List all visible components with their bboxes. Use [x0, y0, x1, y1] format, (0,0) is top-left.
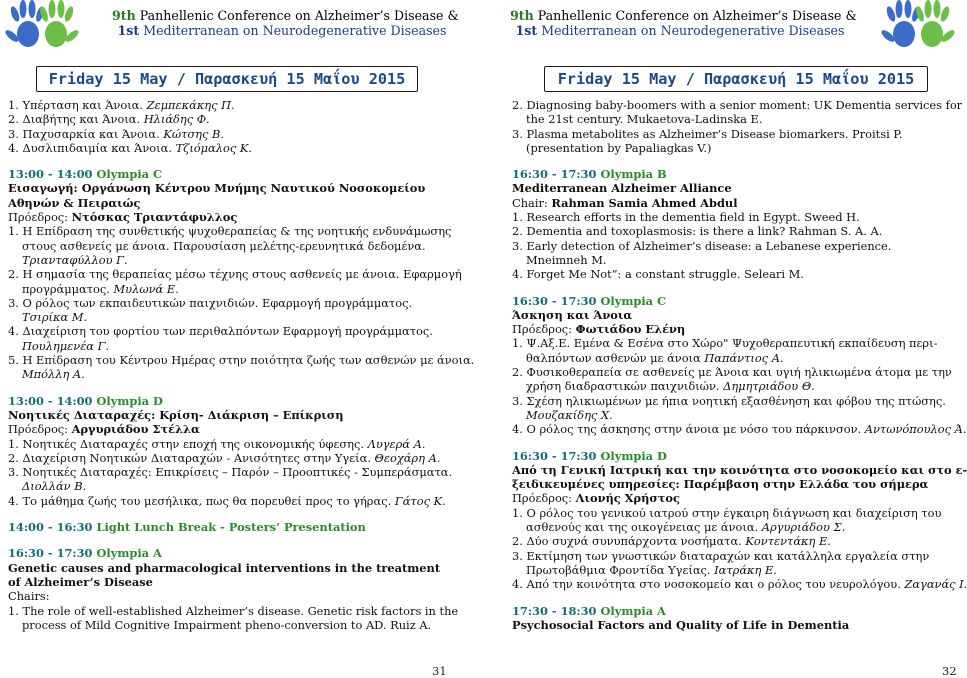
date-banner: Friday 15 May / Παρασκευή 15 Μαΐου 2015 [544, 66, 928, 92]
handprint-logo [6, 0, 78, 58]
list-item: 2. Διαχείριση Νοητικών Διαταραχών - Ανισότητες στην Υγεία. Θεοχάρη Α. [8, 450, 441, 465]
list-item: Πρωτοβάθμια Φροντίδα Υγείας. Ιατράκη Ε. [526, 562, 777, 577]
lunch-break: 14:00 - 16:30 Light Lunch Break - Posters’ Presentation [8, 520, 366, 535]
list-item: 2. Η σημασία της θεραπείας μέσω τέχνης στους ασθενείς με άνοια. Εφαρμογή [8, 267, 462, 282]
list-item: προγράμματος. Μυλωνά Ε. [22, 281, 179, 296]
list-item: χρήση διαδραστικών παιχνιδιών. Δημητριάδου Θ. [526, 379, 815, 394]
handprint-logo [882, 0, 954, 58]
list-item-author: Πουλημενέα Γ. [22, 338, 110, 353]
conf-line1: Panhellenic Conference on Alzheimer’s Disease & [533, 8, 857, 23]
list-item: 3. Νοητικές Διαταραχές: Επικρίσεις – Παρόν – Προοπτικές - Συμπεράσματα. [8, 465, 453, 480]
list-item: 1. The role of well-established Alzheimer’s disease. Genetic risk factors in the [8, 603, 459, 618]
list-item: 1. Research efforts in the dementia field in Egypt. Sweed H. [512, 210, 860, 225]
session-time: 13:00 - 14:00 Olympia D [8, 393, 163, 408]
list-item: 1. Ο ρόλος του γενικού ιατρού στην έγκαιρη διάγνωση και διαχείριση του [512, 505, 942, 520]
list-item: 1. Υπέρταση και Άνοια. Ζεμπεκάκης Π. [8, 98, 235, 112]
list-item: στους ασθενείς με άνοια. Παρουσίαση μελέτης-ερευνητικά δεδομένα. [22, 238, 426, 253]
list-item: Mneimneh M. [526, 252, 607, 267]
conf-line2: Mediterranean on Neurodegenerative Diseases [139, 23, 447, 38]
list-item: 2. Δύο συχνά συνυπάρχοντα νοσήματα. Κοντεντάκη Ε. [512, 534, 831, 549]
session-time: 16:30 - 17:30 Olympia A [8, 546, 162, 561]
conf-line2: Mediterranean on Neurodegenerative Diseases [537, 23, 845, 38]
conf-ordinal: 1st [117, 23, 140, 38]
session-title: Genetic causes and pharmacological interventions in the treatment [8, 560, 441, 575]
session-chair: Πρόεδρος: Λιονής Χρήστος [512, 491, 680, 506]
list-item: θαλπόντων ασθενών με άνοια Παπάντιος Α. [526, 350, 784, 365]
session-time: 16:30 - 17:30 Olympia D [512, 448, 667, 463]
session-time: 13:00 - 14:00 Olympia C [8, 167, 163, 182]
date-banner: Friday 15 May / Παρασκευή 15 Μαΐου 2015 [36, 66, 418, 92]
session-chair: Chair: Rahman Samia Ahmed Abdul [512, 195, 738, 210]
list-item: 2. Diagnosing baby-boomers with a senior moment: UK Dementia services for [512, 98, 963, 112]
list-item: 4. Διαχείριση του φορτίου των περιθαλπόντων Εφαρμογή προγράμματος. [8, 324, 433, 339]
session-time: 16:30 - 17:30 Olympia B [512, 167, 667, 182]
list-item: ασθενούς και της οικογένειας με άνοια. Αργυριάδου Σ. [526, 520, 846, 535]
conf-ordinal: 1st [515, 23, 538, 38]
list-item: 4. Forget Me Not”: a constant struggle. Seleari M. [512, 267, 804, 282]
session-title: Άσκηση και Άνοια [512, 307, 633, 322]
list-item: 1. Η Επίδραση της συνθετικής ψυχοθεραπείας & της νοητικής ενδυνάμωσης [8, 224, 452, 239]
list-item: 2. Φυσικοθεραπεία σε ασθενείς με Άνοια και υγιή ηλικιωμένα άτομα με την [512, 365, 952, 380]
list-item: 3. Εκτίμηση των γνωστικών διαταραχών και κατάλληλα εργαλεία στην [512, 548, 930, 563]
session-chair: Πρόεδρος: Φωτιάδου Ελένη [512, 322, 686, 337]
list-item-author: Μπόλλη Α. [22, 367, 85, 382]
list-item: 3. Plasma metabolites as Alzheimer’s Disease biomarkers. Proitsi P. [512, 126, 903, 141]
list-item: 1. Νοητικές Διαταραχές στην εποχή της οικονομικής ύφεσης. Λυγερά Α. [8, 436, 426, 451]
conf-ordinal: 9th [510, 8, 534, 23]
session-title: Νοητικές Διαταραχές: Κρίση- Διάκριση – Επίκριση [8, 407, 344, 422]
session-time: 16:30 - 17:30 Olympia C [512, 293, 667, 308]
right-page [490, 0, 967, 678]
list-item-author: Διολλάν Β. [22, 479, 87, 494]
list-item: 3. Παχυσαρκία και Άνοια. Κώτσης Β. [8, 126, 225, 141]
session-title: Εισαγωγή: Οργάνωση Κέντρου Μνήμης Ναυτικού Νοσοκομείου [8, 181, 426, 196]
conf-line1: Panhellenic Conference on Alzheimer’s Disease & [135, 8, 459, 23]
left-page [0, 0, 475, 678]
list-item: 2. Διαβήτης και Άνοια. Ηλιάδης Φ. [8, 112, 210, 127]
list-item: 3. Early detection of Alzheimer’s disease: a Lebanese experience. [512, 238, 892, 253]
list-item: 4. Από την κοινότητα στο νοσοκομείο και ο ρόλος του νευρολόγου. Ζαγανάς Ι. [512, 577, 967, 592]
session-title: Psychosocial Factors and Quality of Life in Dementia [512, 617, 850, 632]
conference-header [510, 8, 857, 38]
list-item: 2. Dementia and toxoplasmosis: is there a link? Rahman S. A. A. [512, 224, 883, 239]
session-time: 17:30 - 18:30 Olympia A [512, 603, 666, 618]
list-item-author: Μουζακίδης Χ. [526, 407, 613, 422]
session-title: Αθηνών & Πειραιώς [8, 195, 141, 210]
session-title: of Alzheimer’s Disease [8, 574, 153, 589]
list-item: process of Mild Cognitive Impairment pheno-conversion to AD. Ruiz A. [22, 617, 432, 632]
list-item-author: Τριανταφύλλου Γ. [22, 252, 128, 267]
conference-header [112, 8, 459, 38]
list-item: 3. Ο ρόλος των εκπαιδευτικών παιχνιδιών. Εφαρμογή προγράμματος. [8, 295, 413, 310]
list-item: 3. Σχέση ηλικιωμένων με ήπια νοητική εξασθένηση και φόβου της πτώσης. [512, 393, 946, 408]
list-item: the 21st century. Mukaetova-Ladinska E. [526, 112, 763, 127]
program-column [8, 98, 475, 632]
session-chair: Chairs: [8, 589, 50, 604]
session-title: Mediterranean Alzheimer Alliance [512, 181, 732, 196]
list-item: 4. Το μάθημα ζωής του μεσήλικα, πως θα πορευθεί προς το γήρας. Γάτος Κ. [8, 493, 446, 508]
page-number: 32 [942, 664, 957, 678]
list-item: 5. Η Επίδραση του Κέντρου Ημέρας στην ποιότητα ζωής των ασθενών με άνοια. [8, 353, 475, 368]
list-item-author: Τσιρίκα Μ. [22, 310, 88, 325]
conf-ordinal: 9th [112, 8, 136, 23]
list-item: 4. Δυσλιπιδαιμία και Άνοια. Τζιόμαλος Κ. [8, 140, 252, 155]
session-chair: Πρόεδρος: Αργυριάδου Στέλλα [8, 422, 200, 437]
page-number: 31 [432, 664, 447, 678]
session-chair: Πρόεδρος: Ντόσκας Τριαντάφυλλος [8, 210, 238, 225]
session-title: Από τη Γενική Ιατρική και την κοινότητα στο νοσοκομείο και στο ε- [512, 462, 967, 477]
list-item: 1. Ψ.Αξ.Ε. Εμένα & Εσένα στο Χώρο" Ψυχοθεραπευτική εκπαίδευση περι- [512, 336, 938, 351]
list-item: (presentation by Papaliagkas V.) [526, 140, 712, 155]
session-title: ξειδικευμένες υπηρεσίες: Παρέμβαση στην Ελλάδα του σήμερα [512, 477, 929, 492]
program-column [512, 98, 967, 632]
list-item: 4. Ο ρόλος της άσκησης στην άνοια με νόσο του πάρκινσον. Αντωνόπουλος Ά. [512, 422, 967, 437]
